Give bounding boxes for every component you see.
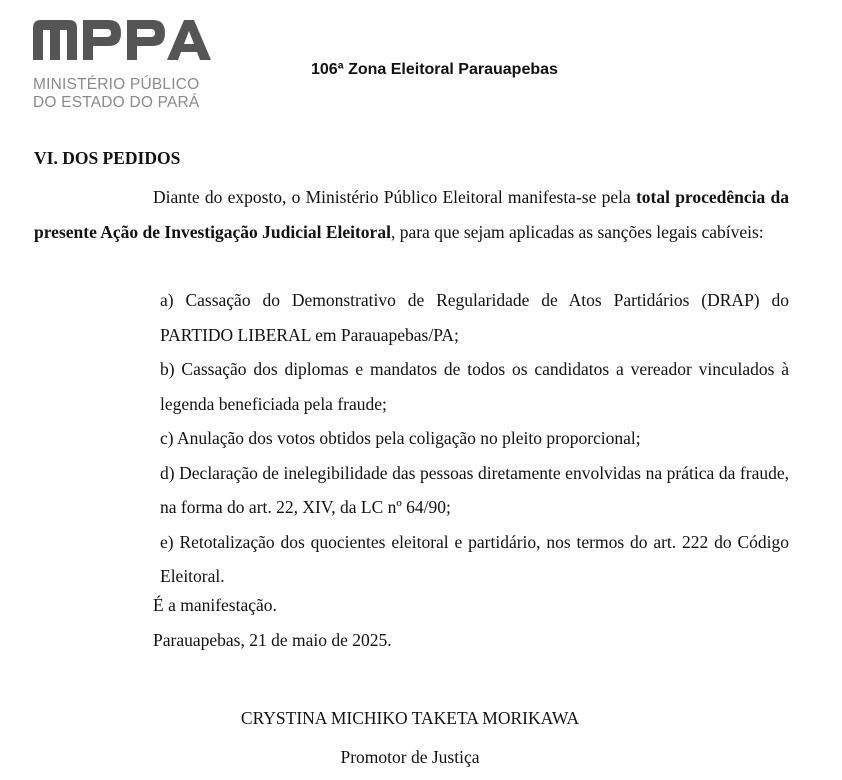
signature-role: Promotor de Justiça <box>340 747 480 767</box>
request-item-a: a) Cassação do Demonstrativo de Regularidade de Atos Partidários (DRAP) do PARTIDO LIBERAL em Parauapebas/PA; <box>160 290 789 345</box>
electoral-zone-title: 106ª Zona Eleitoral Parauapebas <box>311 61 558 78</box>
intro-text-part1: Diante do exposto, o Ministério Público Eleitoral manifesta-se pela <box>153 187 636 207</box>
intro-paragraph <box>34 180 789 249</box>
intro-text-part2: , para que sejam aplicadas as sanções legais cabíveis: <box>390 221 764 242</box>
section-heading: VI. DOS PEDIDOS <box>34 148 181 168</box>
signature-name: CRYSTINA MICHIKO TAKETA MORIKAWA <box>240 708 580 728</box>
mppa-logo <box>33 14 213 112</box>
logo-line-2: DO ESTADO DO PARÁ <box>33 94 200 111</box>
logo-line-1: MINISTÉRIO PÚBLICO <box>33 76 200 93</box>
signature-name-row <box>0 708 842 729</box>
intro-text-bold: total procedência da presente Ação de Investigação Judicial Eleitoral <box>34 187 789 242</box>
document-header <box>0 0 842 120</box>
requests-list <box>160 283 789 594</box>
signature-role-row <box>0 747 842 768</box>
request-item-c: c) Anulação dos votos obtidos pela coligação no pleito proporcional; <box>160 428 641 448</box>
request-item-e: e) Retotalização dos quocientes eleitoral e partidário, nos termos do art. 222 do Código Eleitoral. <box>160 531 789 586</box>
request-item-d: d) Declaração de inelegibilidade das pessoas diretamente envolvidas na prática da fraude, na forma do art. 22, XIV, da LC nº 64/90; <box>160 462 789 517</box>
closing-statement: É a manifestação. <box>153 595 277 615</box>
mppa-logo-mark <box>33 14 211 74</box>
place-and-date: Parauapebas, 21 de maio de 2025. <box>153 630 392 650</box>
request-item-b: b) Cassação dos diplomas e mandatos de todos os candidatos a vereador vinculados à legenda beneficiada pela fraude; <box>160 359 789 414</box>
